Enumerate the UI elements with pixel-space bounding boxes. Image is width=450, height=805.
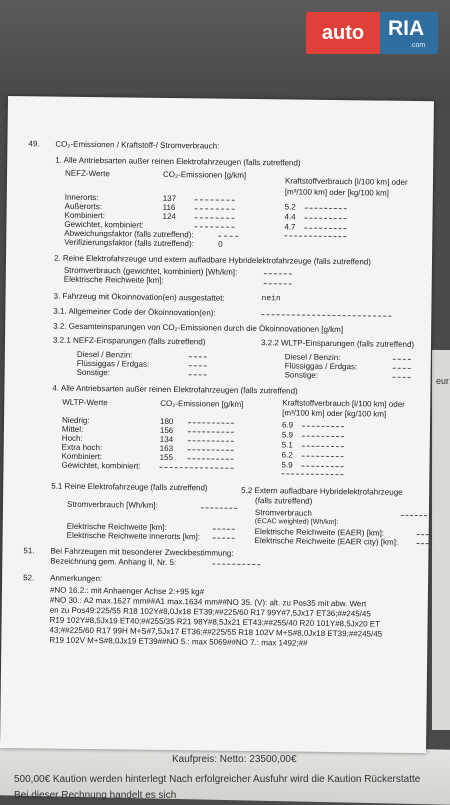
dash-line [302,426,344,428]
s4-row-co2: 156 [159,425,174,436]
s4-row-co2: 134 [159,434,174,445]
dash-line [417,534,429,535]
invoice-text: Bei dieser Rechnung handelt es sich [14,790,177,801]
dash-line [301,466,343,468]
deposit-text: 500,00€ Kaution werden hinterlegt Nach erfolgreicher Ausfuhr wird die Kaution Rückerstatte [14,774,421,785]
s4-row-co2: 180 [159,416,174,427]
s4-col-right-1: Kraftstoffverbrauch [l/100 km] oder [282,398,405,409]
dash-line [195,199,235,200]
s1-row-co2: 137 [162,193,177,204]
section-49-number: 49. [28,139,40,149]
section-5-2-title-2: (falls zutreffend) [255,496,313,506]
dash-line [401,515,427,516]
s1-abweichung: Abweichungsfaktor (falls zutreffend): [64,228,194,240]
dash-line [188,431,234,433]
section-3-1-title: 3.1. Allgemeiner Code der Ökoinnovation(en): [53,306,216,318]
s52-ecac: (ECAC weighted) [Wh/km]: [254,518,339,527]
s32-row-right: Diesel / Benzin: [284,352,341,363]
s1-row-label: Kombiniert: [64,210,106,221]
dash-line [213,529,235,530]
dash-line [261,314,391,317]
s52-eaer-city: Elektrische Reichweite (EAER city) [km]: [254,536,399,547]
dash-line [281,473,343,475]
s3-value: nein [261,294,281,304]
s32-row-right: Flüssiggas / Erdgas: [284,361,358,372]
remark-line: 43;##225/60 R17 99H M+S#7,5Jx17 ET36;##225/55 R18 102V M+S#8,0Jx18 ET39;##245/45 [49,625,383,639]
dash-line [213,538,235,539]
s1-col-left: NEFZ-Werte [65,168,110,179]
s1-row-label: Gewichtet, kombiniert: [64,219,144,230]
s4-row-fuel: 5.9 [281,460,293,470]
s4-row-fuel: 5.9 [281,430,294,440]
section-51-text-2: Bezeichnung gem. Anhang II, Nr. 5: [50,556,177,568]
remark-line: en zu Pos49:225/55 R18 102Y#8,0Jx18 ET39;##225/60 R17 99Y#7,5Jx17 ET36;##245/45 [49,605,371,619]
s4-col-right-2: [m³/100 km] oder [kg/100 km] [282,408,387,419]
s4-row-label: Mittel: [61,424,84,434]
dash-line [188,458,234,460]
s4-row-fuel: 6.2 [281,450,293,460]
remark-line: #NO 30.: A2 max.1627 mm##A1 max.1634 mm##NO 35. (V): alt. zu Pos35 mit abw. Wert [49,595,367,609]
s4-col-mid: CO₂-Emissionen [g/km] [160,398,244,409]
s1-row-label: Innerorts: [64,192,99,203]
dash-line [302,436,344,438]
section-3-2-2: 3.2.2 WLTP-Einsparungen (falls zutreffend) [260,338,415,349]
dash-line [218,236,238,237]
logo-ria-domain: .com [410,42,426,49]
s32-row-left: Sonstige: [76,367,111,378]
section-4-title: 4. Alle Antriebsarten außer reinen Elektrofahrzeugen (falls zutreffend) [52,383,298,396]
document-page [0,96,434,753]
s1-col-right-1: Kraftstoffverbrauch [l/100 km] oder [284,176,408,187]
remark-line: R19 102V M+S#8,0Jx19 ET39##NO 5.: max 5069##NO 7.: max 1492;## [49,635,308,648]
price-text: Kaufpreis: Netto: 23500,00€ [172,754,297,765]
dash-line [305,208,347,210]
section-52-title: Anmerkungen: [50,573,103,584]
remark-line: #NO 16.2.: mit Anhaenger Achse 2:+95 kg# [49,585,205,597]
s32-row-left: Diesel / Benzin: [76,349,133,360]
section-2-title: 2. Reine Elektrofahrzeuge und extern aufladbare Hybridelektrofahrzeuge (falls zutreffend) [53,253,371,267]
s4-col-left: WLTP-Werte [62,397,108,408]
s51-reichweite: Elektrische Reichweite [km]: [66,521,167,532]
s1-col-mid: CO₂-Emissionen [g/km] [162,169,247,180]
background-right-paper [432,350,450,730]
dash-line [417,543,429,544]
s1-col-right-2: [m³/100 km] oder [kg/100 km] [284,187,389,198]
section-5-1-title: 5.1 Reine Elektrofahrzeuge (falls zutreffend) [51,481,208,493]
dash-line [264,283,292,284]
dash-line [305,218,347,220]
section-51-text-1: Bei Fahrzeugen mit besonderer Zweckbestimmung: [50,546,234,558]
dash-line [188,449,234,451]
s1-verifizierung-value: 0 [218,239,223,249]
s1-row-label: Außerorts: [64,201,103,212]
s2-stromverbrauch: Stromverbrauch (gewichtet, kombiniert) [Wh/km]: [63,265,238,277]
section-49-title: CO₂-Emissionen / Kraftstoff-/ Stromverbrauch: [55,139,220,151]
logo-ria-text: RIA [388,17,425,40]
section-1-title: 1. Alle Antriebsarten außer reinen Elektrofahrzeugen (falls zutreffend) [55,155,301,168]
s52-stromverbrauch: Stromverbrauch [254,508,312,518]
logo-auto: auto [306,12,380,54]
dash-line [195,208,235,209]
dash-line [201,507,237,508]
section-3-title: 3. Fahrzeug mit Ökoinnovation(en) ausgestattet: [53,291,225,303]
dash-line [302,456,344,458]
dash-line [284,235,346,237]
logo-ria [380,12,438,54]
dash-line [393,377,411,378]
s1-row-co2: 116 [162,202,176,213]
s4-row-co2: 163 [159,443,174,454]
s2-reichweite: Elektrische Reichweite [km]: [63,274,164,285]
dash-line [189,356,207,357]
s32-row-right: Sonstige: [284,370,319,380]
dash-line [393,359,411,360]
dash-line [212,564,260,566]
dash-line [194,226,234,227]
section-3-2-title: 3.2. Gesamteinsparungen von CO₂-Emissionen durch die Ökoinnovationen [g/km] [53,321,344,335]
dash-line [304,228,346,230]
s52-eaer: Elektrische Reichweite (EAER) [km]: [254,527,385,538]
s4-row-fuel: 6.9 [281,420,294,430]
s32-row-left: Flüssiggas / Erdgas: [76,358,150,369]
s1-row-fuel: 5.2 [284,202,296,212]
dash-line [264,273,292,274]
s1-row-fuel: 4.7 [284,222,296,232]
s4-row-fuel: 5.1 [281,440,293,450]
dash-line [189,365,207,366]
s4-row-label: Kombiniert: [61,451,103,462]
dash-line [189,374,207,375]
dash-line [188,422,234,424]
dash-line [302,446,344,448]
section-52-number: 52. [23,573,35,583]
autoria-logo [306,12,438,54]
dash-line [188,440,234,442]
s4-row-label: Hoch: [61,433,83,443]
dash-line [393,368,411,369]
section-51-number: 51. [23,546,35,556]
s4-row-co2: 155 [159,452,174,463]
section-3-2-1: 3.2.1 NEFZ-Einsparungen (falls zutreffend) [52,335,206,347]
s51-stromverbrauch: Stromverbrauch [Wh/km]: [66,499,158,510]
s1-row-co2: 124 [162,211,176,222]
section-5-2-title-1: 5.2 Extern aufladbare Hybridelektrofahrzeuge [241,485,403,497]
remark-line: R19 102Y#8,5Jx19 ET40;##255/35 R21 98Y#8,5Jx21 ET43;##255/40 R20 101Y#8,5Jx20 ET [49,615,381,629]
s1-verifizierung: Verifizierungsfaktor (falls zutreffend): [64,237,194,249]
side-text: eur [436,376,450,386]
s51-reichweite-city: Elektrische Reichweite innerorts [km]: [66,530,201,542]
s4-row-label: Niedrig: [61,415,90,426]
dash-line [195,217,235,218]
s4-row-label: Gewichtet, kombiniert: [61,460,141,471]
s4-row-label: Extra hoch: [61,442,103,453]
dash-line [159,467,233,469]
s1-row-fuel: 4.4 [284,212,296,222]
